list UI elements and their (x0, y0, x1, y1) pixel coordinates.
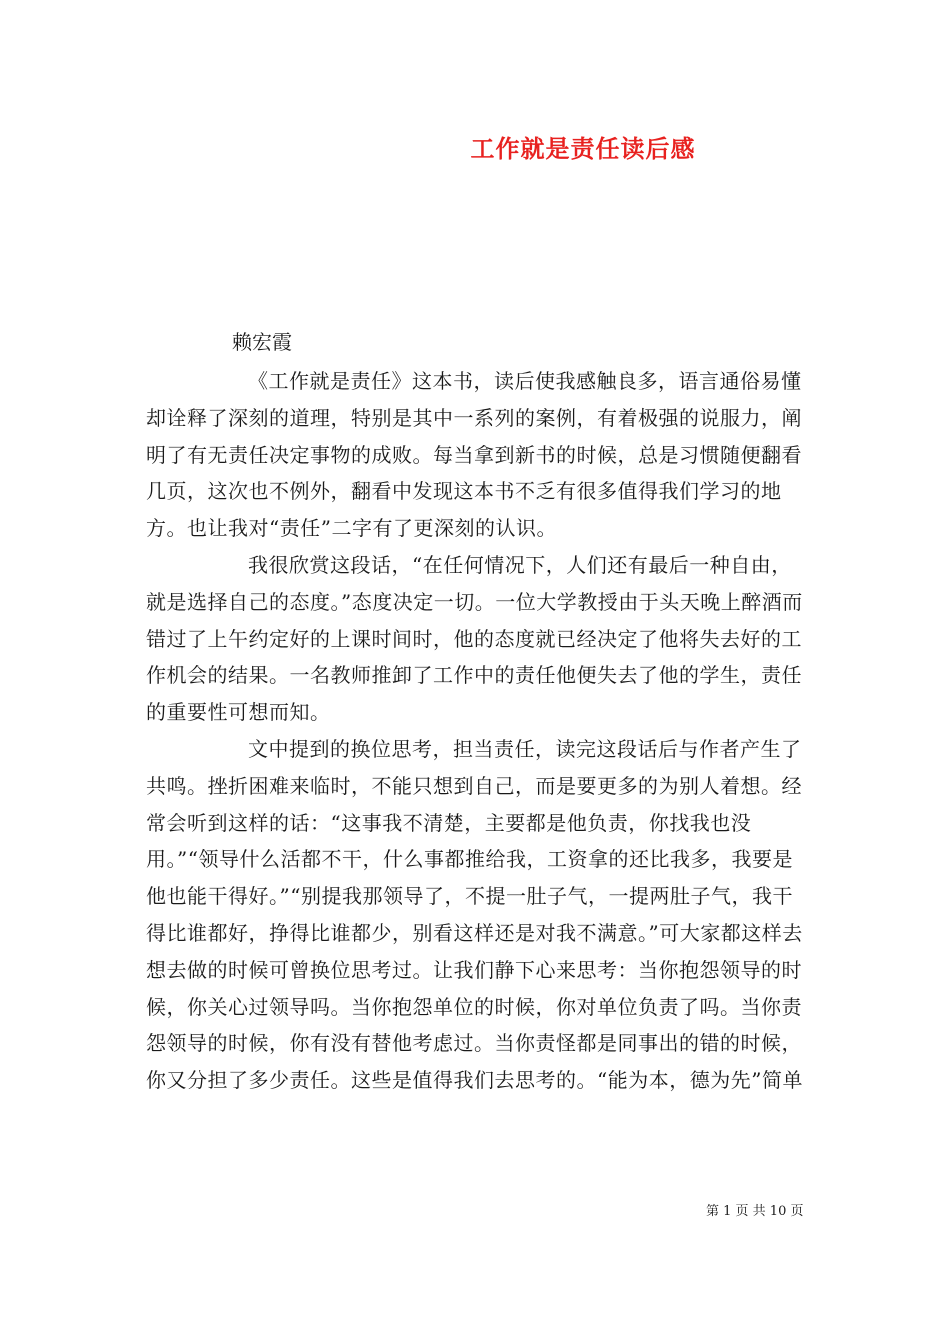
page-number-footer: 第 1 页 共 10 页 (706, 1204, 804, 1219)
paragraph: 《工作就是责任》这本书，读后使我感触良多，语言通俗易懂却诠释了深刻的道理，特别是其中一系列的案例，有着极强的说服力，阐明了有无责任决定事物的成败。每当拿到新书的时候，总是习惯随便翻看几页，这次也不例外，翻看中发现这本书不乏有很多值得我们学习的地方。也让我对“责任”二字有了更深刻的认识。 (146, 369, 802, 541)
document-body (146, 363, 808, 1099)
paragraph: 文中提到的换位思考，担当责任，读完这段话后与作者产生了共鸣。挫折困难来临时，不能只想到自己，而是要更多的为别人着想。经常会听到这样的话：“这事我不清楚，主要都是他负责，你找我也没用。”“领导什么活都不干，什么事都推给我，工资拿的还比我多，我要是他也能干得好。”“别提我那领导了，不提一肚子气，一提两肚子气，我干得比谁都好，挣得比谁都少，别看这样还是对我不满意。”可大家都这样去想去做的时候可曾换位思考过。让我们静下心来思考：当你抱怨领导的时候，你关心过领导吗。当你抱怨单位的时候，你对单位负责了吗。当你责怨领导的时候，你有没有替他考虑过。当你责怪都是同事出的错的时候，你又分担了多少责任。这些是值得我们去思考的。“能为本，德为先”简单 (146, 736, 803, 1093)
author-name: 赖宏霞 (232, 330, 292, 354)
document-title: 工作就是责任读后感 (470, 134, 696, 163)
paragraph: 我很欣赏这段话，“在任何情况下，人们还有最后一种自由，就是选择自己的态度。”态度决定一切。一位大学教授由于头天晚上醉酒而错过了上午约定好的上课时间时，他的态度就已经决定了他将失去好的工作机会的结果。一名教师推卸了工作中的责任他便失去了他的学生，责任的重要性可想而知。 (146, 552, 803, 725)
